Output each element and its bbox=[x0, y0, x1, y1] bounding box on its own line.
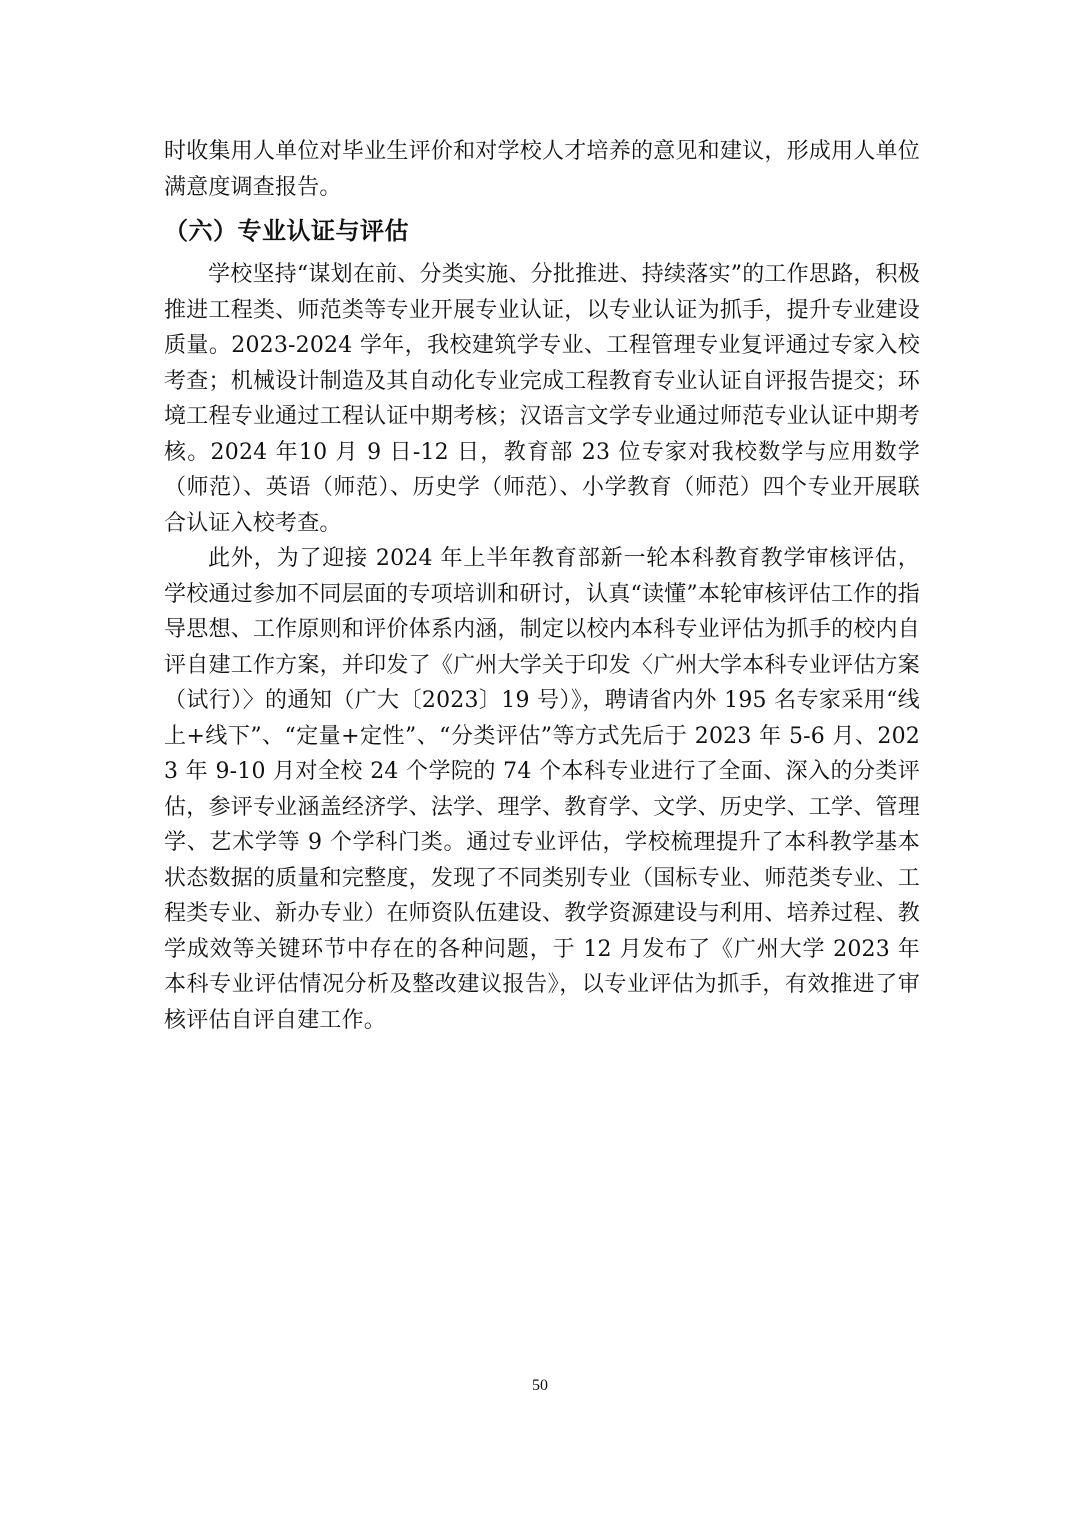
page-content bbox=[164, 134, 920, 1038]
paragraph-certification: 学校坚持“谋划在前、分类实施、分批推进、持续落实”的工作思路，积极推进工程类、师范类等专业开展专业认证，以专业认证为抓手，提升专业建设质量。2023-2024 学年，我校建筑学专业、工程管理专业复评通过专家入校考查；机械设计制造及其自动化专业完成工程教育专业认证自评报告提交；环境工程专业通过工程认证中期考核；汉语言文学专业通过师范专业认证中期考核。2024 年10 月 9 日-12 日，教育部 23 位专家对我校数学与应用数学（师范）、英语（师范）、历史学（师范）、小学教育（师范）四个专业开展联合认证入校考查。 bbox=[164, 262, 920, 536]
paragraph-continued: 时收集用人单位对毕业生评价和对学校人才培养的意见和建议，形成用人单位满意度调查报告。 bbox=[164, 139, 920, 200]
paragraph-evaluation: 此外，为了迎接 2024 年上半年教育部新一轮本科教育教学审核评估，学校通过参加不同层面的专项培训和研讨，认真“读懂”本轮审核评估工作的指导思想、工作原则和评价体系内涵，制定以校内本科专业评估为抓手的校内自评自建工作方案，并印发了《广州大学关于印发〈广州大学本科专业评估方案（试行）〉的通知（广大〔2023〕19 号）》，聘请省内外 195 名专家采用“线上+线下”、“定量+定性”、“分类评估”等方式先后于 2023 年 5-6 月、2023 年 9-10 月对全校 24 个学院的 74 个本科专业进行了全面、深入的分类评估，参评专业涵盖经济学、法学、理学、教育学、文学、历史学、工学、管理学、艺术学等 9 个学科门类。通过专业评估，学校梳理提升了本科教学基本状态数据的质量和完整度，发现了不同类别专业（国标专业、师范类专业、工程类专业、新办专业）在师资队伍建设、教学资源建设与利用、培养过程、教学成效等关键环节中存在的各种问题，于 12 月发布了《广州大学 2023 年本科专业评估情况分析及整改建议报告》，以专业评估为抓手，有效推进了审核评估自评自建工作。 bbox=[164, 546, 920, 1033]
section-heading: （六）专业认证与评估 bbox=[164, 217, 409, 245]
page-number: 50 bbox=[532, 1377, 548, 1394]
